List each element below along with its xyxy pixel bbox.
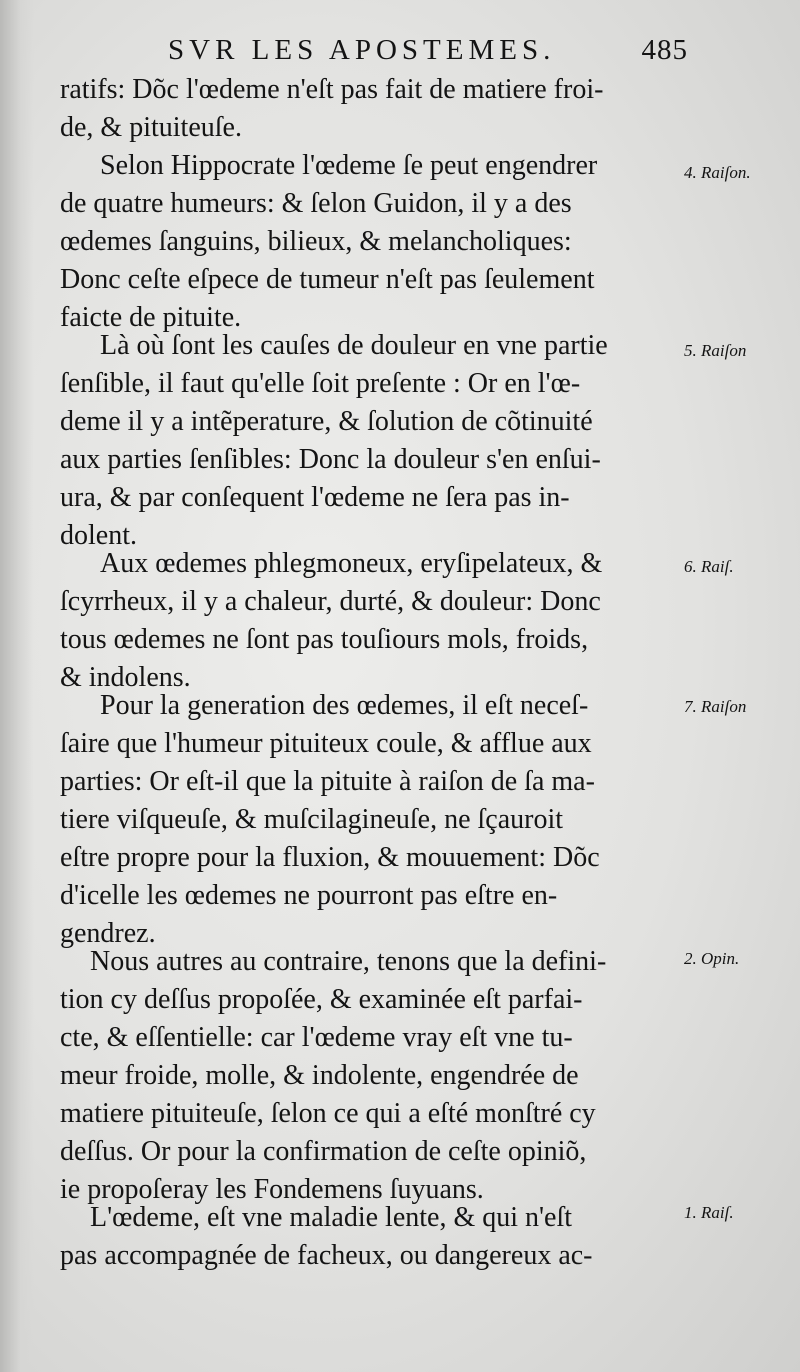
gutter-shadow [0, 0, 34, 1372]
text-line: gendrez. [60, 918, 156, 949]
running-title: SVR LES APOSTEMES. [168, 34, 556, 66]
text-line: Selon Hippocrate l'œdeme ſe peut engendrer [100, 150, 598, 181]
text-line: d'icelle les œdemes ne pourront pas eſtre en- [60, 880, 558, 911]
text-line: tous œdemes ne ſont pas touſiours mols, froids, [60, 624, 589, 655]
text-line: pas accompagnée de facheux, ou dangereux ac- [60, 1240, 593, 1271]
running-head [168, 32, 688, 68]
text-line: deme il y a intẽperature, & ſolution de cõtinuité [60, 406, 593, 437]
text-line: tion cy deſſus propoſée, & examinée eſt parfai- [60, 984, 583, 1015]
text-line: ſcyrrheux, il y a chaleur, durté, & douleur: Donc [60, 586, 601, 617]
text-line: deſſus. Or pour la confirmation de ceſte opiniõ, [60, 1136, 587, 1167]
text-line: Là où ſont les cauſes de douleur en vne partie [100, 330, 608, 361]
text-line: ie propoſeray les Fondemens ſuyuans. [60, 1174, 484, 1205]
text-line: ratifs: Dõc l'œdeme n'eſt pas fait de matiere froi- [60, 74, 604, 105]
text-line: faicte de pituite. [60, 302, 242, 333]
margin-note: 6. Raiſ. [684, 557, 734, 576]
text-line: Nous autres au contraire, tenons que la defini- [90, 946, 607, 977]
text-line: meur froide, molle, & indolente, engendrée de [60, 1060, 579, 1091]
text-line: Aux œdemes phlegmoneux, eryſipelateux, & [100, 548, 603, 579]
text-line: L'œdeme, eſt vne maladie lente, & qui n'eſt [90, 1202, 573, 1233]
text-line: ura, & par conſequent l'œdeme ne ſera pas in- [60, 482, 570, 513]
text-line: Pour la generation des œdemes, il eſt neceſ- [100, 690, 589, 721]
text-line: ſenſible, il faut qu'elle ſoit preſente : Or en l'œ- [60, 368, 581, 399]
margin-note: 5. Raiſon [684, 341, 747, 360]
text-line: & indolens. [60, 662, 191, 693]
text-line: ſaire que l'humeur pituiteux coule, & afflue aux [60, 728, 592, 759]
margin-note: 1. Raiſ. [684, 1203, 734, 1222]
text-line: tiere viſqueuſe, & muſcilagineuſe, ne ſçauroit [60, 804, 564, 835]
text-line: œdemes ſanguins, bilieux, & melancholiques: [60, 226, 572, 257]
text-line: dolent. [60, 520, 137, 551]
margin-note: 2. Opin. [684, 949, 740, 968]
margin-note: 7. Raiſon [684, 697, 747, 716]
margin-note: 4. Raiſon. [684, 163, 751, 182]
text-line: de quatre humeurs: & ſelon Guidon, il y a des [60, 188, 572, 219]
text-line: matiere pituiteuſe, ſelon ce qui a eſté monſtré cy [60, 1098, 596, 1129]
text-line: cte, & eſſentielle: car l'œdeme vray eſt vne tu- [60, 1022, 573, 1053]
page-number: 485 [641, 34, 688, 66]
text-line: de, & pituiteuſe. [60, 112, 242, 143]
text-line: aux parties ſenſibles: Donc la douleur s'en enſui- [60, 444, 601, 475]
text-line: eſtre propre pour la fluxion, & mouuement: Dõc [60, 842, 600, 873]
text-line: Donc ceſte eſpece de tumeur n'eſt pas ſeulement [60, 264, 595, 295]
text-line: parties: Or eſt-il que la pituite à raiſon de ſa ma- [60, 766, 595, 797]
